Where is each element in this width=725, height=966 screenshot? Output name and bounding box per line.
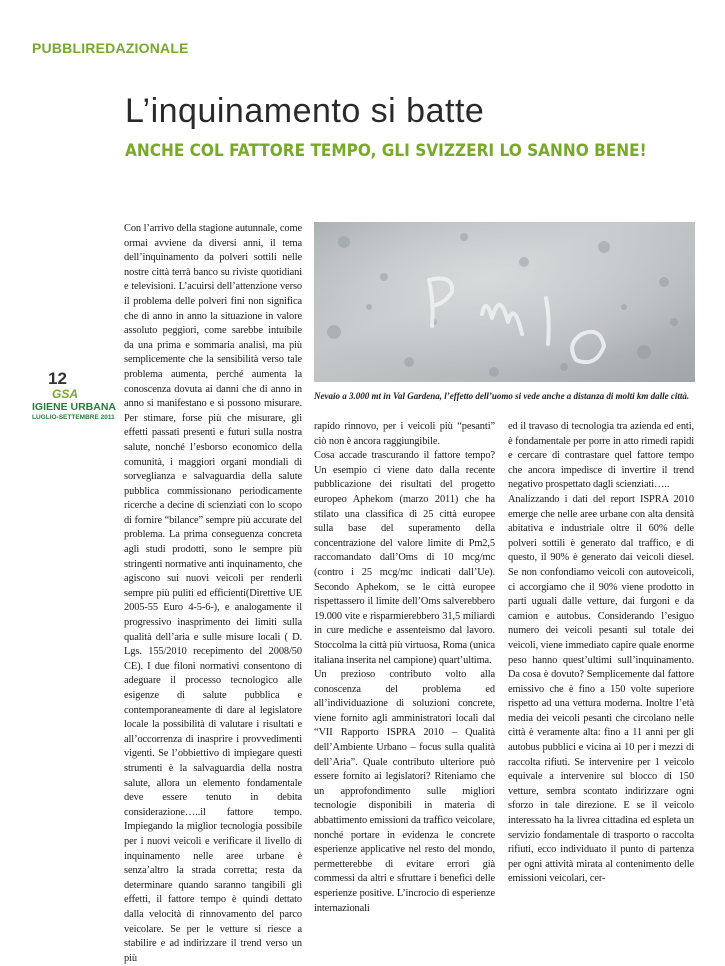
article-column-2 bbox=[314, 420, 495, 914]
paragraph: ed il travaso di tecnologia tra azienda ed enti, è fondamentale per porre in atto rimedi rapidi e cercare di contrastare quel fattore tempo che ancora impedisce di invertire il trend negativo prospettato dagli scienziati….. bbox=[508, 421, 694, 491]
article-column-1 bbox=[124, 222, 302, 964]
paragraph: Analizzando i dati del report ISPRA 2010 emerge che nelle aree urbane con alta densità abitativa e industriale oltre il 60% delle polveri sottili è generato dal traffico, e di questo, il 90% è generato dai veicoli diesel. Se non confondiamo veicoli con autoveicoli, ci accorgiamo che il 90% viene prodotto in parti uguali dalle vetture, dai furgoni e da camion e autobus. Considerando l’esiguo numero dei veicoli pesanti sul totale dei veicoli, viene immediato capire quale enorme peso hanno quest’ultimi sull’inquinamento. Da cosa è dovuto? Semplicemente dal fattore emissivo che è fino a 150 volte superiore rispetto ad una vettura moderna. Inoltre l’età media dei veicoli pesanti che circolano nelle città è veramente alta: fino a 11 anni per gli autobus pubblici e vicina ai 10 per i mezzi di raccolta rifiuti. Se intervenire per 1 veicolo equivale a intervenire sul blocco di 150 vetture, sembra scontato indirizzare ogni sforzo in tale direzione. E se il veicolo interessato ha la livrea cittadina ed espleta un servizio fondamentale di trasporto o raccolta rifiuti, ecco individuato il punto di partenza per ogni attività mirata al contenimento delle emissioni veicolari, cer- bbox=[508, 493, 694, 885]
article-column-3 bbox=[508, 420, 694, 885]
page-number: 12 bbox=[48, 369, 67, 388]
snow-photo bbox=[314, 222, 695, 382]
paragraph: Con l’arrivo della stagione autunnale, come ormai avviene da diversi anni, il tema dell’inquinamento da polveri sottili nelle nostre città terrà banco su riviste quotidiani e televisioni. L’acuirsi dell’attenzione verso il problema delle polveri fini non significa che di anno in anno la situazione in valore assoluto peggiori, come sarebbe intuibile da una prima e sommaria analisi, ma più semplicemente che la sensibilità verso tale problema aumenta, perché aumenta la conoscenza dovuta ai danni che di anno in anno si manifestano e si possono misurare. Per stimare, forse più che misurare, gli effetti passati presenti e futuri sulla nostra salute, nonché l’esborso economico della comunità, i maggiori organi mondiali di sorveglianza e salvaguardia della salute pubblica commissionano periodicamente ricerche a decine di scienziati con lo scopo di fornire “bilance” sempre più accurate del problema. La prima conseguenza concreta agli studi prodotti, sono le sempre più stringenti normative anti inquinamento, che agiscono sui nuovi veicoli per renderli sempre più puliti ed efficienti(Direttive UE 2005-55 Euro 4-5-6-), e analogamente il progressivo inasprimento dei limiti sulla qualità dell’aria e sulle misure locali ( D. Lgs. 155/2010 recepimento del 2008/50 CE). I due filoni normativi consentono di adeguare il processo tecnologico alle esigenze di salute pubblica e contemporaneamente di dare al legislatore locale la possibilità di valutare i risultati e all’occorrenza di inasprire i provvedimenti vigenti. Se l’obbiettivo di impiegare questi strumenti è la salvaguardia della nostra salute, allora un elemento fondamentale deve essere tenuto in debita considerazione…..il fattore tempo. Impiegando la miglior tecnologia possibile per i nuovi veicoli e verificare il livello di inquinamento nelle aree urbane è senza’altro la strada corretta; resta da determinare quando saranno tangibili gli effetti, il fattore tempo è quindi dettato dalla velocità di rinnovamento del parco veicolare. Se per le vetture si riesce a stabilire e ad indirizzare il trend verso un più bbox=[124, 223, 302, 964]
magazine-sidebar bbox=[32, 369, 117, 421]
article-subtitle: ANCHE COL FATTORE TEMPO, GLI SVIZZERI LO SANNO BENE! bbox=[125, 141, 647, 160]
issue-date: LUGLIO-SETTEMBRE 2011 bbox=[32, 413, 115, 421]
photo-caption: Nevaio a 3.000 mt in Val Gardena, l’effetto dell’uomo si vede anche a distanza di molti km dalle città. bbox=[314, 391, 690, 401]
paragraph: rapido rinnovo, per i veicoli più “pesanti” ciò non è ancora raggiungibile. bbox=[314, 421, 495, 447]
article-title: L’inquinamento si batte bbox=[125, 92, 485, 130]
magazine-name: IGIENE URBANA bbox=[32, 401, 117, 413]
section-label: PUBBLIREDAZIONALE bbox=[32, 40, 189, 56]
paragraph: Un prezioso contributo volto alla conoscenza del problema ed all’individuazione di soluzioni concrete, viene fornito agli amministratori locali dal “VII Rapporto ISPRA 2010 – Qualità dell’Ambiente Urbano – focus sulla qualità dell’Aria”. Quale contributo ulteriore può essere fornito ai legislatori? Riteniamo che un approfondimento sulle migliori tecnologie disponibili in materia di abbattimento emissioni da traffico veicolare, nonché portare in evidenza le concrete esperienze applicative nel resto del mondo, permetterebbe di evitare errori già commessi da altri e sfruttare i benefici delle esperienze positive. L’incrocio di esperienze internazionali bbox=[314, 669, 495, 914]
brand-logo: GSA bbox=[52, 387, 79, 401]
paragraph: Cosa accade trascurando il fattore tempo? Un esempio ci viene dato dalla recente pubblicazione dei risultati del progetto europeo Aphekom (marzo 2011) che ha stilato una classifica di 25 città europee sulla base del superamento della concentrazione del valore limite di Pm2,5 raccomandato dall’Oms di 10 mcg/mc (contro i 25 mcg/mc indicati dall’Ue). Secondo Aphekom, se le città europee rispettassero il limite dell’Oms salverebbero 19.000 vite e risparmierebbero 31,5 miliardi in cure mediche e assenteismo dal lavoro. Stoccolma la città più virtuosa, Roma (unica italiana inserita nel campione) quart’ultima. bbox=[314, 450, 495, 666]
